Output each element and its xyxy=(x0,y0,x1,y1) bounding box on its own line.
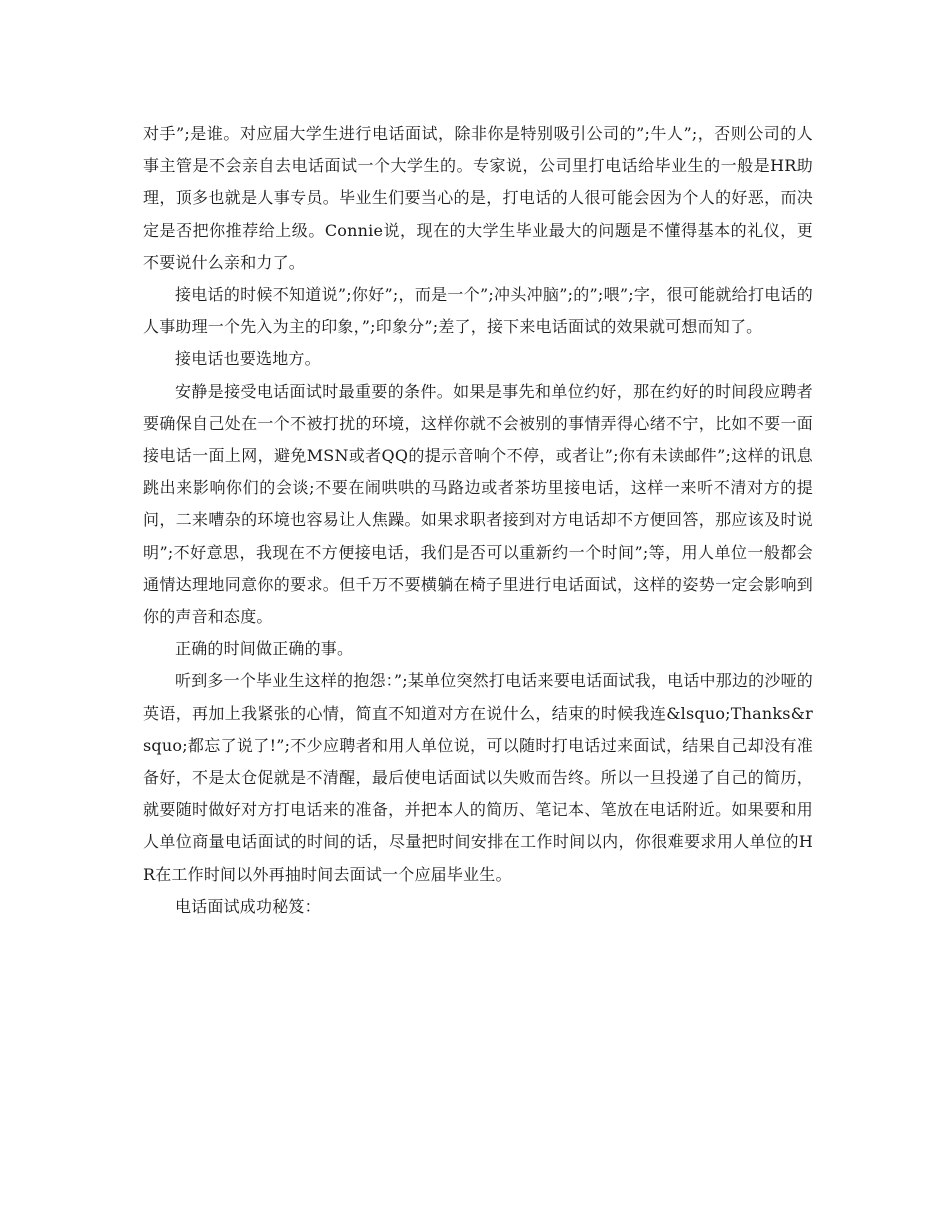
paragraph: 安静是接受电话面试时最重要的条件。如果是事先和单位约好，那在约好的时间段应聘者要确保自己处在一个不被打扰的环境，这样你就不会被别的事情弄得心绪不宁，比如不要一面接电话一面上网，避免MSN或者QQ的提示音响个不停，或者让”;你有未读邮件”;这样的讯息跳出来影响你们的会谈;不要在闹哄哄的马路边或者茶坊里接电话，这样一来听不清对方的提问，二来嘈杂的环境也容易让人焦躁。如果求职者接到对方电话却不方便回答，那应该及时说明”;不好意思，我现在不方便接电话，我们是否可以重新约一个时间”;等，用人单位一般都会通情达理地同意你的要求。但千万不要横躺在椅子里进行电话面试，这样的姿势一定会影响到你的声音和态度。 xyxy=(143,381,813,627)
document-body xyxy=(143,118,813,923)
section-heading: 接电话也要选地方。 xyxy=(175,349,321,369)
paragraph: 对手”;是谁。对应届大学生进行电话面试，除非你是特别吸引公司的”;牛人”;，否则公司的人事主管是不会亲自去电话面试一个大学生的。专家说，公司里打电话给毕业生的一般是HR助理，顶多也就是人事专员。毕业生们要当心的是，打电话的人很可能会因为个人的好恶，而决定是否把你推荐给上级。Connie说，现在的大学生毕业最大的问题是不懂得基本的礼仪，更不要说什么亲和力了。 xyxy=(143,124,813,272)
paragraph: 听到多一个毕业生这样的抱怨：”;某单位突然打电话来要电话面试我，电话中那边的沙哑的英语，再加上我紧张的心情，简直不知道对方在说什么，结束的时候我连&lsquo;Thanks&rsquo;都忘了说了!”;不少应聘者和用人单位说，可以随时打电话过来面试，结果自己却没有准备好，不是太仓促就是不清醒，最后使电话面试以失败而告终。所以一旦投递了自己的简历，就要随时做好对方打电话来的准备，并把本人的简历、笔记本、笔放在电话附近。如果要和用人单位商量电话面试的时间的话，尽量把时间安排在工作时间以内，你很难要求用人单位的HR在工作时间以外再抽时间去面试一个应届毕业生。 xyxy=(143,671,813,884)
section-heading: 正确的时间做正确的事。 xyxy=(175,639,354,659)
paragraph: 接电话的时候不知道说”;你好”;，而是一个”;冲头冲脑”;的”;喂”;字，很可能就给打电话的人事助理一个先入为主的印象，”;印象分”;差了，接下来电话面试的效果就可想而知了。 xyxy=(143,285,813,337)
section-heading: 电话面试成功秘笈： xyxy=(175,896,321,916)
